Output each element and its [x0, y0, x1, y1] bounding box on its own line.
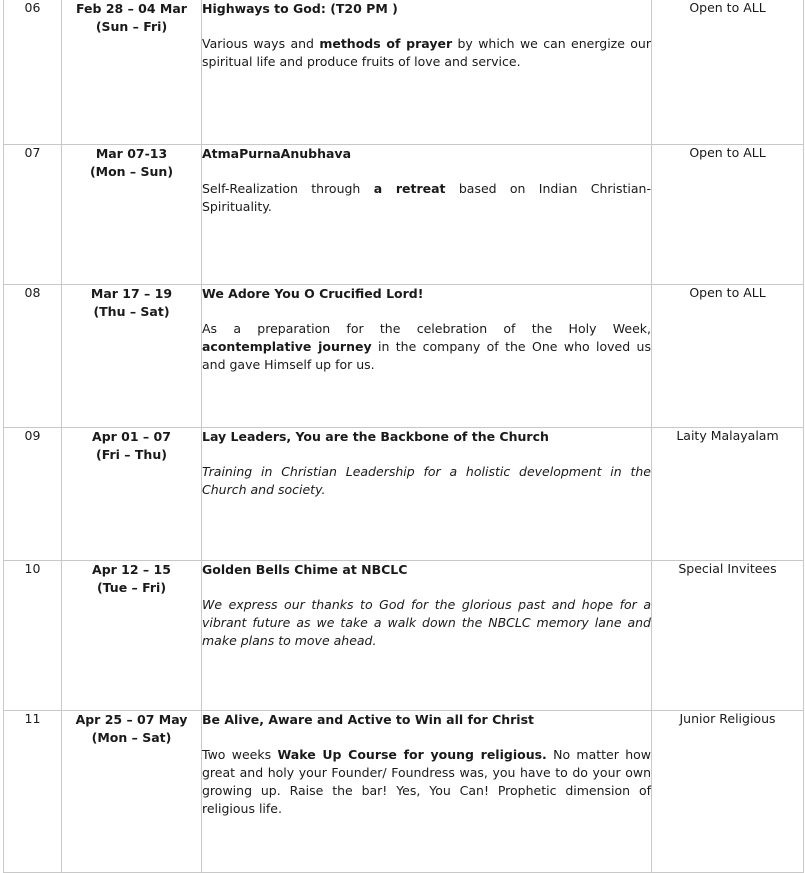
date-range: Apr 12 – 15: [92, 562, 171, 577]
description-text: Training in Christian Leadership for a holistic development in the Church and society.: [202, 464, 651, 497]
row-number: 06: [4, 0, 62, 145]
programme-cell: [202, 428, 652, 561]
schedule-body: [4, 0, 804, 873]
audience: Laity Malayalam: [652, 428, 804, 561]
row-number: 09: [4, 428, 62, 561]
programme-title: Highways to God: (T20 PM ): [202, 1, 398, 16]
row-dates: [62, 145, 202, 285]
description-text: As a preparation for the celebration of the Holy Week,: [202, 321, 651, 336]
programme-title: We Adore You O Crucified Lord!: [202, 286, 424, 301]
row-dates: [62, 0, 202, 145]
row-dates: [62, 561, 202, 711]
programme-description: [202, 35, 651, 71]
table-row: [4, 285, 804, 428]
date-range: Apr 25 – 07 May: [75, 712, 188, 727]
table-row: [4, 711, 804, 873]
audience: Special Invitees: [652, 561, 804, 711]
audience: Open to ALL: [652, 285, 804, 428]
emphasis-text: acontemplative journey: [202, 339, 372, 354]
date-range: Feb 28 – 04 Mar: [76, 1, 187, 16]
row-dates: [62, 285, 202, 428]
programme-description: [202, 746, 651, 818]
emphasis-text: methods of prayer: [319, 36, 453, 51]
description-text: by which we can energize our spiritual life and produce fruits of love and service.: [202, 36, 651, 69]
description-text: No matter how great and holy your Founder/ Foundress was, you have to do your own growing up. Raise the bar! Yes, You Can! Prophetic dimension of religious life.: [202, 747, 651, 816]
row-number: 08: [4, 285, 62, 428]
programme-description: [202, 596, 651, 650]
programme-title: Lay Leaders, You are the Backbone of the Church: [202, 429, 549, 444]
description-text: Various ways and: [202, 36, 320, 51]
date-days: (Mon – Sat): [91, 730, 172, 745]
row-dates: [62, 428, 202, 561]
programme-cell: [202, 561, 652, 711]
programme-title: AtmaPurnaAnubhava: [202, 146, 352, 161]
date-days: (Thu – Sat): [93, 304, 170, 319]
description-text: Self-Realization through: [202, 181, 374, 196]
row-dates: [62, 711, 202, 873]
emphasis-text: a retreat: [373, 181, 446, 196]
programme-cell: [202, 145, 652, 285]
date-range: Mar 07-13: [95, 146, 168, 161]
programme-cell: [202, 285, 652, 428]
row-number: 07: [4, 145, 62, 285]
date-range: Mar 17 – 19: [90, 286, 173, 301]
programme-schedule-table: [3, 0, 804, 873]
description-text: We express our thanks to God for the glorious past and hope for a vibrant future as we take a walk down the NBCLC memory lane and make plans to move ahead.: [202, 597, 651, 648]
table-row: [4, 428, 804, 561]
table-row: [4, 561, 804, 711]
programme-description: [202, 463, 651, 499]
date-days: (Sun – Fri): [95, 19, 168, 34]
programme-description: [202, 320, 651, 374]
row-number: 11: [4, 711, 62, 873]
date-days: (Mon – Sun): [89, 164, 174, 179]
audience: Junior Religious: [652, 711, 804, 873]
date-days: (Tue – Fri): [96, 580, 167, 595]
table-row: [4, 145, 804, 285]
table-row: [4, 0, 804, 145]
description-text: Two weeks: [202, 747, 278, 762]
programme-title: Be Alive, Aware and Active to Win all for Christ: [202, 712, 535, 727]
date-range: Apr 01 – 07: [92, 429, 171, 444]
audience: Open to ALL: [652, 0, 804, 145]
date-days: (Fri – Thu): [96, 447, 167, 462]
audience: Open to ALL: [652, 145, 804, 285]
programme-cell: [202, 0, 652, 145]
programme-title: Golden Bells Chime at NBCLC: [202, 562, 408, 577]
row-number: 10: [4, 561, 62, 711]
emphasis-text: Wake Up Course for young religious.: [277, 747, 547, 762]
description-text: in the company of the One who loved us and gave Himself up for us.: [202, 339, 651, 372]
programme-cell: [202, 711, 652, 873]
description-text: based on Indian Christian-Spirituality.: [202, 181, 651, 214]
programme-description: [202, 180, 651, 216]
